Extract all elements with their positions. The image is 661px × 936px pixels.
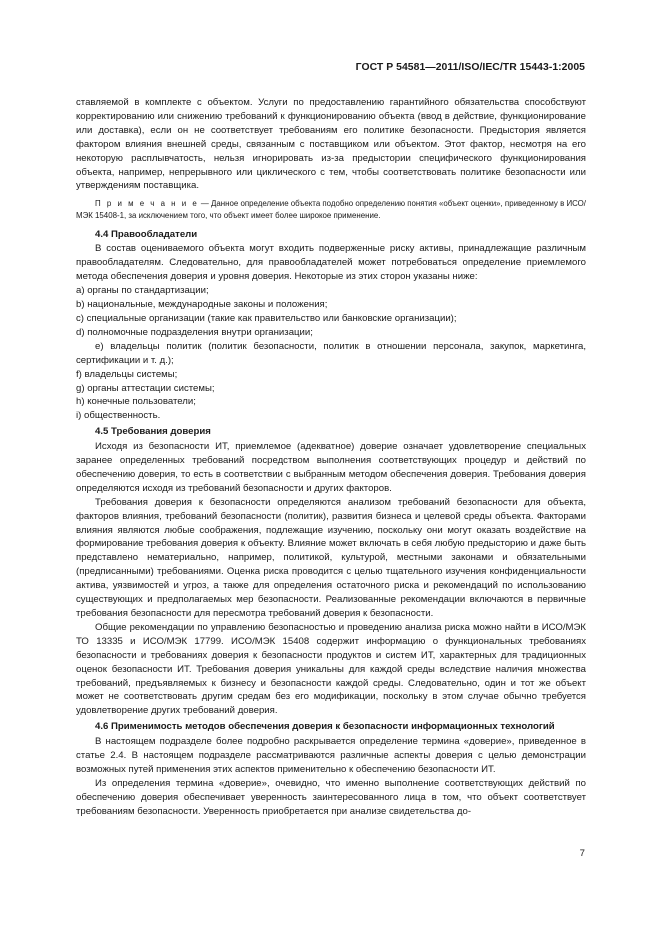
list-item: d) полномочные подразделения внутри организации; bbox=[76, 326, 313, 338]
rights-holders-list bbox=[76, 284, 586, 423]
section-4-6-heading: 4.6 Применимость методов обеспечения доверия к безопасности информационных технологий bbox=[95, 721, 555, 733]
document-body bbox=[76, 96, 586, 819]
section-4-6-paragraph: Из определения термина «доверие», очевидно, что именно выполнение соответствующих действий по обеспечению доверия обеспечивает уверенность заинтересованного лица в том, что объект соответствует требованиям безопасности. Уверенность приобретается при анализе свидетельства до- bbox=[76, 777, 586, 817]
list-item: g) органы аттестации системы; bbox=[76, 382, 215, 394]
section-4-5-paragraph: Исходя из безопасности ИТ, приемлемое (адекватное) доверие означает удовлетворение специальных заранее определенных требований посредством выполнения соответствующих процедур и действий по обеспечению доверия, то есть в соответствии с выбранным методом обеспечения доверия. Требования доверия определяются исходя из требований безопасности и других факторов. bbox=[76, 441, 586, 494]
note bbox=[76, 198, 586, 221]
note-text: — Данное определение объекта подобно определению понятия «объект оценки», приведенному в ИСО/МЭК 15408-1, за исключением того, что объект имеет более широкое применение. bbox=[76, 199, 586, 220]
list-item: a) органы по стандартизации; bbox=[76, 285, 209, 297]
page-number: 7 bbox=[579, 848, 585, 859]
list-item: f) владельцы системы; bbox=[76, 368, 178, 380]
section-4-5-heading: 4.5 Требования доверия bbox=[95, 426, 211, 438]
section-4-5-paragraph: Требования доверия к безопасности определяются анализом требований безопасности для объекта, факторов влияния, требований безопасности (политик), развития бизнеса и целевой среды объекта. Факторами влияния являются любые соображения, подлежащие изучению, поскольку они могут оказать воздействие на формирование требования доверия к объекту. Влияние может включать в себя любую предысторию и даже быть представлено нематериально, например, политикой, культурой, местными законами и обязательными (предписанными) требованиями. Оценка риска проводится с целью тщательного изучения конфиденциальности актива, уязвимостей и угроз, а также для определения остаточного риска и рекомендаций по использованию существующих и предполагаемых мер безопасности. Реализованные рекомендации включаются в первичные требования безопасности для пересмотра требований доверия к безопасности. bbox=[76, 496, 586, 619]
section-4-6-paragraph: В настоящем подразделе более подробно раскрывается определение термина «доверие», приведенное в статье 2.4. В настоящем подразделе рассматриваются различные аспекты доверия с целью демонстрации возможных путей применения этих аспектов применительно к обеспечению безопасности ИТ. bbox=[76, 736, 586, 775]
list-item: e) владельцы политик (политик безопасности, политик в отношении персонала, закупок, маркетинга, сертификации и т. д.); bbox=[76, 340, 586, 366]
note-label: П р и м е ч а н и е bbox=[95, 199, 199, 209]
list-item: c) специальные организации (такие как правительство или банковские организации); bbox=[76, 312, 457, 324]
intro-paragraph: ставляемой в комплекте с объектом. Услуги по предоставлению гарантийного обязательства способствуют корректированию или снижению требований к функционированию объекта (ввод в действие, функционирование или доставка), если он не соответствует требованиям его политике безопасности. Предыстория является фактором влияния внешней среды, связанным с поставщиком или объектом. Этот фактор, несмотря на его некоторую расплывчатость, нельзя игнорировать из-за предыстории специфического функционирования объекта, например, непрерывного или циклического с тем, чтобы соответствовать политике безопасности или утверждениям поставщика. bbox=[76, 97, 586, 192]
section-4-5-paragraph: Общие рекомендации по управлению безопасностью и проведению анализа риска можно найти в ИСО/МЭК ТО 13335 и ИСО/МЭК 17799. ИСО/МЭК 15408 содержит информацию о функциональных требованиях безопасности и требованиях доверия к безопасности продуктов и систем ИТ, характерных для традиционных оценок безопасности ИТ. Требования доверия уникальны для каждой среды вследствие наличия множества требований, предъявляемых к бизнесу и безопасности каждой среды. Следовательно, один и тот же объект может не соответствовать другим средам без его модификации, поскольку в этом случае обычно требуется удовлетворение других требований доверия. bbox=[76, 621, 586, 717]
standard-code-header: ГОСТ Р 54581—2011/ISO/IEC/TR 15443-1:2005 bbox=[355, 62, 585, 73]
list-item: b) национальные, международные законы и положения; bbox=[76, 299, 328, 311]
list-item: i) общественность. bbox=[76, 410, 161, 422]
list-item: h) конечные пользователи; bbox=[76, 396, 196, 408]
section-4-4-heading: 4.4 Правообладатели bbox=[95, 228, 198, 240]
section-4-4-paragraph: В состав оцениваемого объекта могут входить подверженные риску активы, принадлежащие различным правообладателям. Следовательно, для правообладателей может потребоваться определение приемлемого метода обеспечения доверия и уровня доверия. Некоторые из этих сторон указаны ниже: bbox=[76, 243, 586, 283]
